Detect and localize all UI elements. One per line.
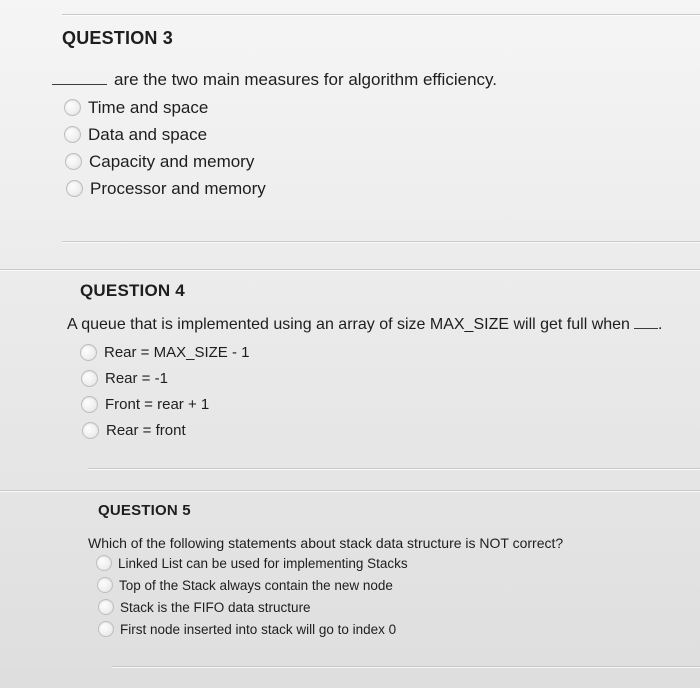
answer-option[interactable] xyxy=(96,552,408,574)
answer-options xyxy=(80,339,249,443)
answer-option-label: Rear = -1 xyxy=(105,369,168,387)
radio-button[interactable] xyxy=(96,555,112,571)
radio-button[interactable] xyxy=(66,180,83,197)
question-prompt: Which of the following statements about stack data structure is NOT correct? xyxy=(88,535,564,551)
answer-option[interactable] xyxy=(98,618,408,640)
radio-button[interactable] xyxy=(98,599,114,615)
answer-option-label: Processor and memory xyxy=(90,178,266,198)
question-divider xyxy=(112,666,700,667)
question-title: QUESTION 4 xyxy=(80,281,185,300)
question-divider xyxy=(0,490,700,491)
answer-option[interactable] xyxy=(65,148,266,175)
question-prompt-text: are the two main measures for algorithm efficiency. xyxy=(114,70,497,89)
answer-option[interactable] xyxy=(97,574,408,596)
answer-option[interactable] xyxy=(81,365,249,391)
answer-blank xyxy=(634,328,658,329)
answer-option[interactable] xyxy=(81,391,249,417)
radio-button[interactable] xyxy=(65,153,82,170)
question-prompt-punctuation: . xyxy=(657,316,663,333)
answer-option-label: Rear = front xyxy=(106,421,186,439)
radio-button[interactable] xyxy=(64,126,81,143)
answer-option-label: First node inserted into stack will go to index 0 xyxy=(120,621,397,637)
answer-option-label: Time and space xyxy=(88,97,209,117)
radio-button[interactable] xyxy=(98,621,114,637)
top-divider xyxy=(62,14,700,15)
radio-button[interactable] xyxy=(80,344,97,361)
answer-option-label: Rear = MAX_SIZE - 1 xyxy=(104,343,250,361)
answer-option[interactable] xyxy=(82,417,249,443)
answer-options xyxy=(96,552,408,640)
answer-options xyxy=(64,94,266,202)
answer-option[interactable] xyxy=(80,339,249,365)
answer-option-label: Data and space xyxy=(88,124,208,144)
answer-blank xyxy=(52,84,107,85)
question-divider xyxy=(0,269,700,270)
answer-option[interactable] xyxy=(98,596,408,618)
answer-option-label: Capacity and memory xyxy=(89,151,255,171)
answer-option-label: Front = rear + 1 xyxy=(105,395,210,413)
answer-option[interactable] xyxy=(64,94,266,121)
question-title: QUESTION 5 xyxy=(98,502,191,519)
question-divider xyxy=(62,241,700,242)
question-prompt xyxy=(67,317,662,333)
question-prompt xyxy=(52,71,497,88)
radio-button[interactable] xyxy=(82,422,99,439)
answer-option-label: Stack is the FIFO data structure xyxy=(120,599,311,615)
answer-option[interactable] xyxy=(66,175,266,202)
radio-button[interactable] xyxy=(64,99,81,116)
radio-button[interactable] xyxy=(97,577,113,593)
question-prompt-text: A queue that is implemented using an array of size MAX_SIZE will get full when xyxy=(67,316,630,333)
radio-button[interactable] xyxy=(81,370,98,387)
question-title: QUESTION 3 xyxy=(62,28,174,48)
answer-option-label: Top of the Stack always contain the new node xyxy=(119,577,393,593)
answer-option[interactable] xyxy=(64,121,266,148)
radio-button[interactable] xyxy=(81,396,98,413)
question-divider xyxy=(88,468,700,469)
answer-option-label: Linked List can be used for implementing Stacks xyxy=(118,555,408,571)
